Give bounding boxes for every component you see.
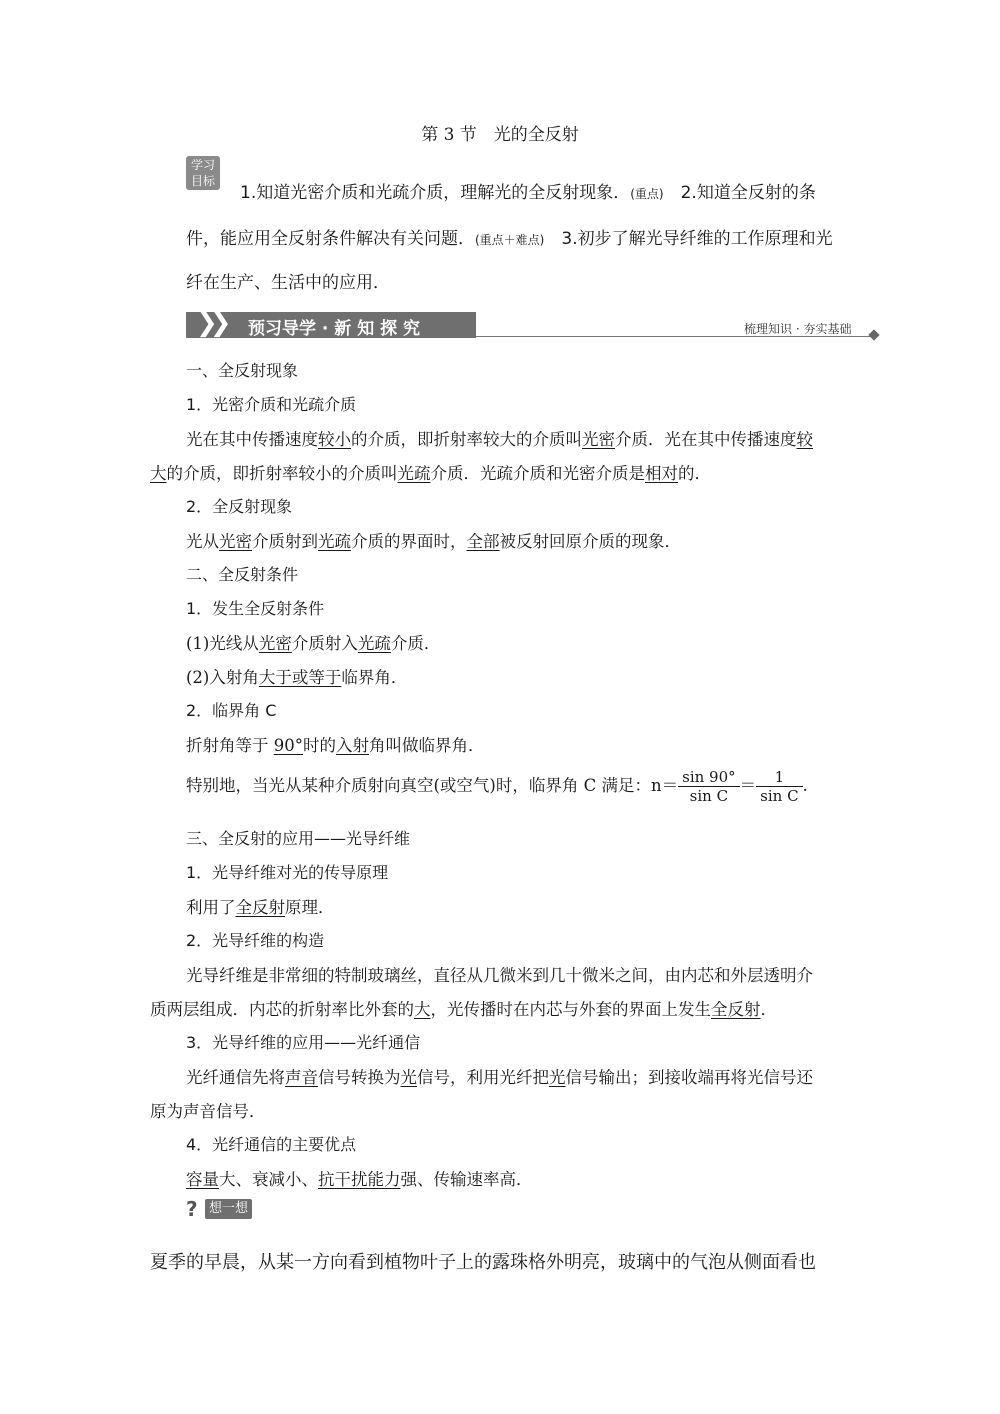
key-difficult-tag: (重点＋难点) <box>475 233 545 247</box>
objectives-line-2 <box>186 224 833 249</box>
paragraph: 光纤通信先将声音信号转换为光信号，利用光纤把光信号输出；到接收端再将光信号还 <box>186 1068 813 1087</box>
badge-line-2: 目标 <box>190 174 215 188</box>
subheading-critical-angle: 2．临界角 C <box>186 701 277 720</box>
blank-answer: 光密 <box>219 532 252 551</box>
blank-answer: 全部 <box>466 532 500 551</box>
blank-answer: 大 <box>414 1000 431 1019</box>
blank-answer: 大于或等于 <box>258 668 342 687</box>
critical-angle-formula: 特别地，当光从某种介质射向真空(或空气)时，临界角 C 满足：n＝ $\frac{\sin 90^\circ}{\text{sin C}}$ ＝ $\frac{1}{\text{sin C}}$ . <box>186 768 808 805</box>
banner-title: 预习导学 · 新 知 探 究 <box>248 319 421 339</box>
fraction-1-sinC: $\frac{1}{\text{sin C}}$ <box>756 768 802 805</box>
blank-answer: 光疏 <box>397 464 431 483</box>
blank-answer: 声音 <box>285 1068 318 1087</box>
paragraph: 原为声音信号． <box>150 1102 266 1121</box>
subheading-phenomenon: 2．全反射现象 <box>186 497 293 516</box>
paragraph: 利用了全反射原理． <box>186 898 335 917</box>
blank-answer: 光 <box>549 1068 566 1087</box>
badge-line-1: 学习 <box>190 158 215 172</box>
paragraph: 质两层组成．内芯的折射率比外套的大，光传播时在内芯与外套的界面上发生全反射． <box>150 1000 777 1019</box>
key-tag: (重点) <box>630 187 664 201</box>
question-text: 夏季的早晨，从某一方向看到植物叶子上的露珠格外明亮，玻璃中的气泡从侧面看也 <box>150 1252 816 1273</box>
page-title: 第 3 节 光的全反射 <box>421 125 579 145</box>
objective-text: 2.知道全反射的条 <box>663 183 816 203</box>
paragraph: 光导纤维是非常细的特制玻璃丝，直径从几微米到几十微米之间，由内芯和外层透明介 <box>186 966 813 985</box>
subheading-structure: 2．光导纤维的构造 <box>186 931 325 950</box>
subheading-principle: 1．光导纤维对光的传导原理 <box>186 863 389 882</box>
blank-answer: 大 <box>150 464 167 483</box>
blank-answer: 光密 <box>582 430 615 449</box>
blank-answer <box>756 768 802 805</box>
blank-answer: 全反射 <box>711 1000 761 1019</box>
paragraph: 容量大、衰减小、抗干扰能力强、传输速率高． <box>186 1170 533 1189</box>
condition-2: (2)入射角大于或等于临界角． <box>186 668 408 687</box>
blank-answer: 较小 <box>318 430 351 449</box>
think-label: 想一想 <box>205 1199 252 1219</box>
heading-total-reflection: 一、全反射现象 <box>186 361 299 380</box>
blank-answer: 光疏 <box>357 634 391 653</box>
question-mark-icon: ? <box>186 1197 198 1221</box>
blank-answer: 较 <box>796 430 813 449</box>
blank-answer: 光密 <box>258 634 292 653</box>
blank-answer: 光疏 <box>318 532 351 551</box>
blank-answer: 全反射 <box>235 898 285 917</box>
banner-subtitle: 梳理知识 · 夯实基础 <box>744 322 852 336</box>
paragraph: 折射角等于 90°时的入射角叫做临界角． <box>186 736 485 755</box>
objective-text: 件，能应用全反射条件解决有关问题． <box>186 229 475 249</box>
subheading-conditions: 1．发生全反射条件 <box>186 599 325 618</box>
heading-conditions: 二、全反射条件 <box>186 565 299 584</box>
subheading-advantages: 4．光纤通信的主要优点 <box>186 1135 357 1154</box>
paragraph: 光在其中传播速度较小的介质，即折射率较大的介质叫光密介质．光在其中传播速度较 <box>186 430 813 449</box>
blank-answer: 抗干扰能力 <box>318 1170 401 1189</box>
objective-text: 3.初步了解光导纤维的工作原理和光 <box>544 229 833 249</box>
blank-answer: 光 <box>400 1068 417 1087</box>
objectives-badge <box>186 156 220 190</box>
blank-answer: 容量 <box>186 1170 219 1189</box>
objectives-line-1 <box>240 178 816 203</box>
double-chevron-icon: ❯❯ <box>196 308 224 338</box>
blank-answer: 90° <box>273 736 303 755</box>
fraction-sin90: $\frac{\sin 90^\circ}{\text{sin C}}$ <box>678 768 740 805</box>
subheading-media: 1．光密介质和光疏介质 <box>186 395 357 414</box>
paragraph: 光从光密介质射到光疏介质的界面时，全部被反射回原介质的现象． <box>186 532 681 551</box>
blank-answer: 相对 <box>645 464 678 483</box>
condition-1: (1)光线从光密介质射入光疏介质． <box>186 634 441 653</box>
paragraph: 大的介质，即折射率较小的介质叫光疏介质．光疏介质和光密介质是相对的． <box>150 464 711 483</box>
heading-applications: 三、全反射的应用——光导纤维 <box>186 829 411 848</box>
objectives-line-3: 纤在生产、生活中的应用． <box>186 273 390 293</box>
blank-answer: 入射 <box>336 736 369 755</box>
objective-text: 1.知道光密介质和光疏介质，理解光的全反射现象． <box>240 183 631 203</box>
subheading-communication: 3．光导纤维的应用——光纤通信 <box>186 1033 421 1052</box>
diamond-icon <box>868 329 879 340</box>
